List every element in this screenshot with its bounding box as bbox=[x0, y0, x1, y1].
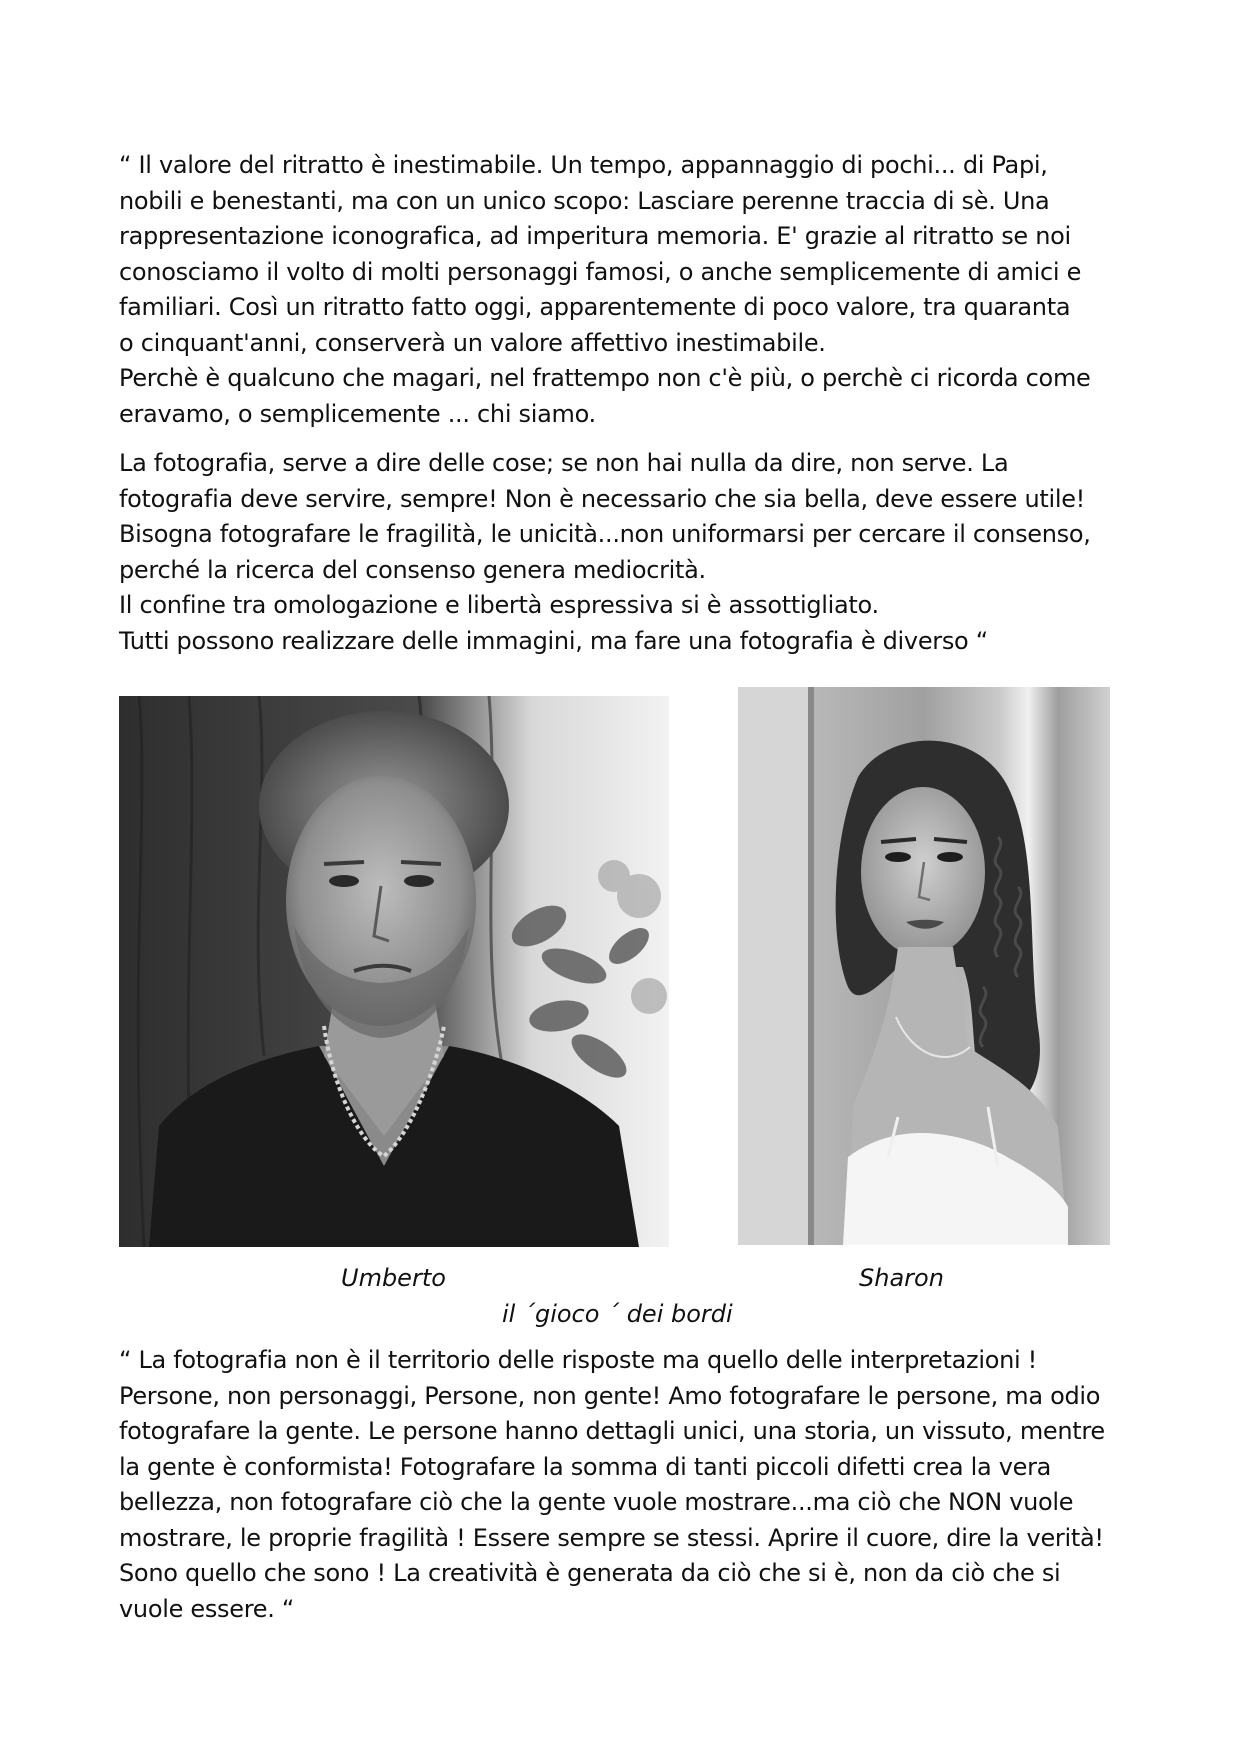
text-line: “ Il valore del ritratto è inestimabile. Un tempo, appannaggio di pochi... di Papi, bbox=[119, 151, 1048, 179]
portrait-umberto-illustration bbox=[119, 696, 669, 1247]
text-line: Sono quello che sono ! La creatività è generata da ciò che si è, non da ciò che si bbox=[119, 1559, 1061, 1587]
text-line: mostrare, le proprie fragilità ! Essere sempre se stessi. Aprire il cuore, dire la verità! bbox=[119, 1523, 1104, 1552]
text-line: familiari. Così un ritratto fatto oggi, apparentemente di poco valore, tra quaranta bbox=[119, 293, 1071, 321]
text-line: fotografare la gente. Le persone hanno dettagli unici, una storia, un vissuto, mentre bbox=[119, 1417, 1105, 1445]
caption-umberto: Umberto bbox=[341, 1264, 446, 1292]
portrait-sharon-illustration bbox=[738, 687, 1110, 1245]
text-line: rappresentazione iconografica, ad imperitura memoria. E' grazie al ritratto se noi bbox=[119, 222, 1071, 250]
text-line: vuole essere. “ bbox=[119, 1594, 294, 1623]
text-line: la gente è conformista! Fotografare la somma di tanti piccoli difetti crea la vera bbox=[119, 1452, 1052, 1481]
caption-sharon: Sharon bbox=[859, 1264, 944, 1292]
text-line: nobili e benestanti, ma con un unico scopo: Lasciare perenne traccia di sè. Una bbox=[119, 186, 1050, 215]
intro-quote bbox=[119, 148, 1129, 432]
text-line: eravamo, o semplicemente ... chi siamo. bbox=[119, 399, 596, 428]
portrait-photo-umberto bbox=[119, 696, 669, 1247]
text-line: Bisogna fotografare le fragilità, le unicità...non uniformarsi per cercare il consenso, bbox=[119, 520, 1091, 548]
text-line: bellezza, non fotografare ciò che la gente vuole mostrare...ma ciò che NON vuole bbox=[119, 1488, 1074, 1516]
text-line: Persone, non personaggi, Persone, non gente! Amo fotografare le persone, ma odio bbox=[119, 1381, 1101, 1410]
text-line: fotografia deve servire, sempre! Non è necessario che sia bella, deve essere utile! bbox=[119, 484, 1085, 513]
second-paragraph bbox=[119, 446, 1129, 659]
text-line: perché la ricerca del consenso genera mediocrità. bbox=[119, 555, 706, 584]
series-caption: il ´gioco ´ dei bordi bbox=[502, 1300, 733, 1328]
text-line: Il confine tra omologazione e libertà espressiva si è assottigliato. bbox=[119, 591, 879, 619]
text-line: o cinquant'anni, conserverà un valore affettivo inestimabile. bbox=[119, 328, 826, 357]
text-line: Tutti possono realizzare delle immagini, ma fare una fotografia è diverso “ bbox=[119, 626, 988, 655]
text-line: conosciamo il volto di molti personaggi famosi, o anche semplicemente di amici e bbox=[119, 257, 1082, 286]
text-line: Perchè è qualcuno che magari, nel frattempo non c'è più, o perchè ci ricorda come bbox=[119, 364, 1091, 392]
text-line: “ La fotografia non è il territorio delle risposte ma quello delle interpretazioni ! bbox=[119, 1346, 1038, 1374]
text-line: La fotografia, serve a dire delle cose; se non hai nulla da dire, non serve. La bbox=[119, 449, 1009, 477]
closing-quote bbox=[119, 1343, 1129, 1627]
portrait-photo-sharon bbox=[738, 687, 1110, 1245]
